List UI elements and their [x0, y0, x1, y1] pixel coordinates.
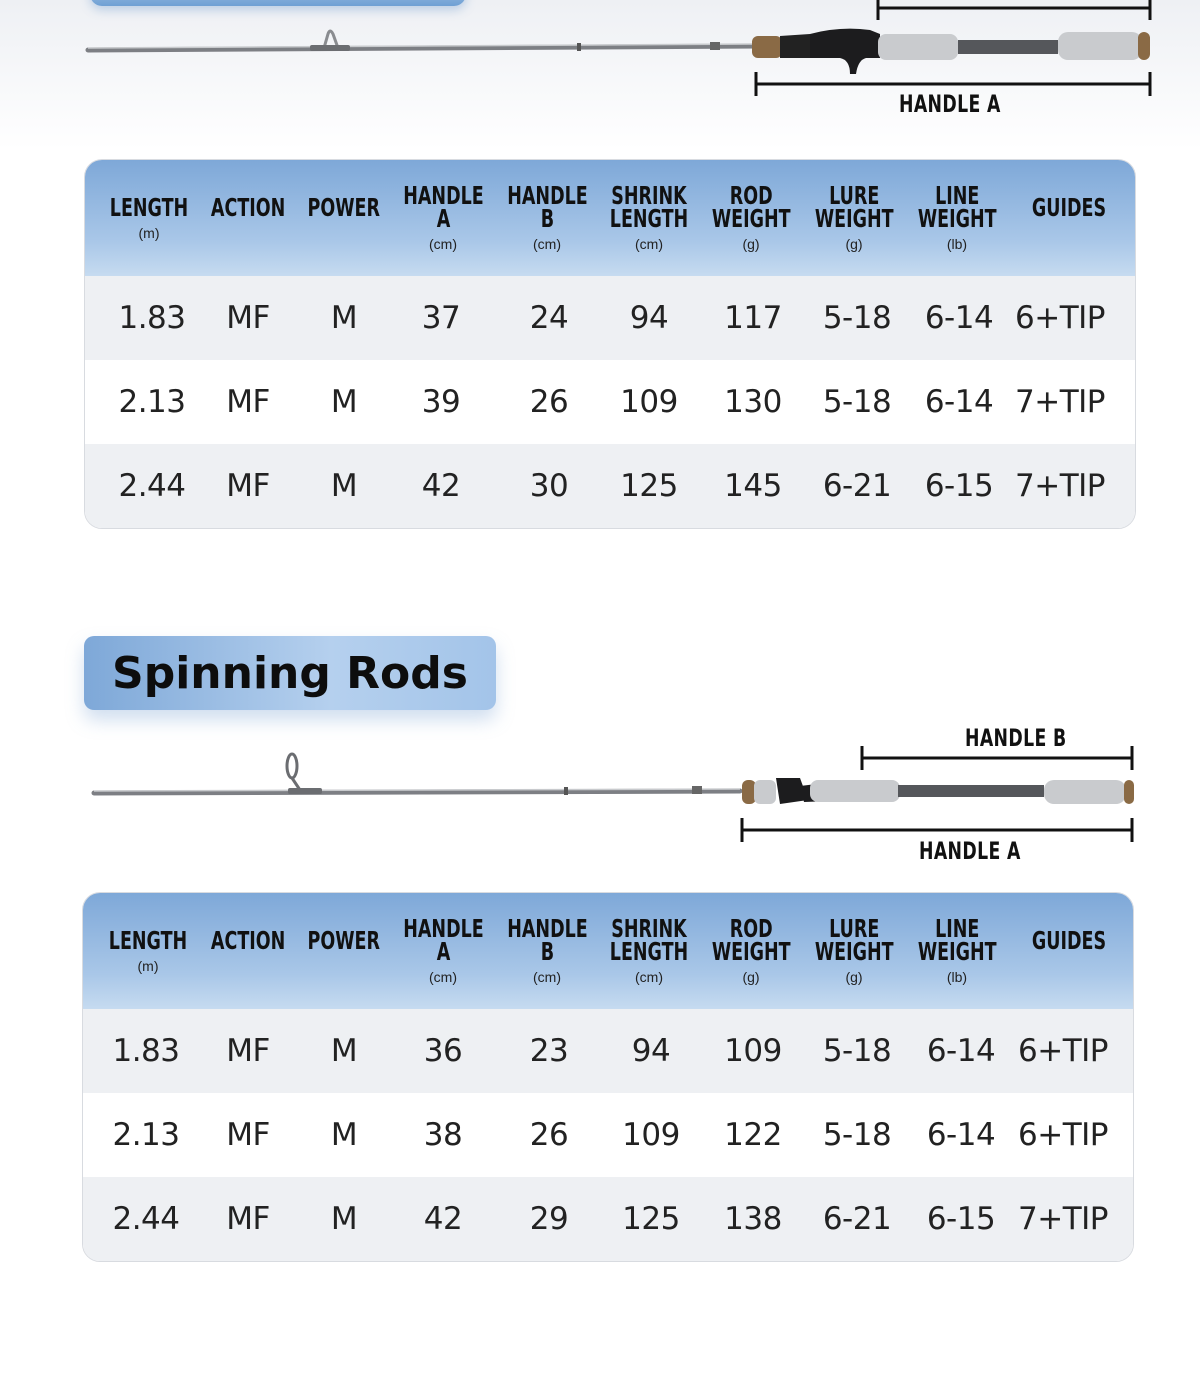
cell-handle-a: 42 — [421, 468, 461, 504]
col-handle-b: HANDLE B (cm) — [506, 181, 588, 252]
col-line-weight: LINE WEIGHT (lb) — [917, 914, 997, 985]
cell-lure-weight: 5-18 — [822, 384, 892, 420]
table-header — [83, 893, 1133, 1009]
cell-handle-b: 26 — [529, 1117, 569, 1153]
cell-guides: 6+TIP — [1015, 300, 1105, 336]
cell-shrink-length: 125 — [622, 1201, 680, 1237]
col-action: ACTION — [210, 925, 286, 955]
cell-length: 2.13 — [118, 384, 186, 420]
cell-line-weight: 6-14 — [926, 1033, 996, 1069]
cell-guides: 7+TIP — [1018, 1201, 1108, 1237]
cell-rod-weight: 138 — [724, 1201, 782, 1237]
col-guides: GUIDES — [1031, 192, 1107, 222]
cell-action: MF — [226, 300, 270, 336]
table-body — [85, 276, 1135, 528]
cell-guides: 6+TIP — [1018, 1117, 1108, 1153]
cell-line-weight: 6-15 — [924, 468, 994, 504]
cell-lure-weight: 5-18 — [822, 300, 892, 336]
col-handle-a: HANDLE A (cm) — [402, 914, 484, 985]
section-title: Spinning Rods — [112, 647, 468, 699]
cell-lure-weight: 6-21 — [822, 468, 892, 504]
col-power: POWER — [307, 192, 381, 222]
handle-b-label: HANDLE B — [965, 724, 1067, 752]
cell-handle-b: 29 — [529, 1201, 569, 1237]
col-guides: GUIDES — [1031, 925, 1107, 955]
cell-handle-b: 24 — [529, 300, 569, 336]
col-length: LENGTH (m) — [108, 925, 188, 974]
table-row — [83, 1009, 1133, 1093]
cell-rod-weight: 109 — [724, 1033, 782, 1069]
cell-handle-a: 38 — [423, 1117, 463, 1153]
cell-power: M — [330, 1117, 358, 1153]
table-header — [85, 160, 1135, 276]
cell-rod-weight: 117 — [724, 300, 782, 336]
cell-power: M — [330, 468, 358, 504]
spinning-rod-illustration — [80, 740, 1150, 850]
cell-handle-a: 37 — [421, 300, 461, 336]
cell-rod-weight: 130 — [724, 384, 782, 420]
cell-rod-weight: 145 — [724, 468, 782, 504]
cell-shrink-length: 94 — [629, 300, 669, 336]
cell-guides: 6+TIP — [1018, 1033, 1108, 1069]
cell-handle-b: 23 — [529, 1033, 569, 1069]
cell-shrink-length: 109 — [622, 1117, 680, 1153]
table-row — [83, 1093, 1133, 1177]
cell-line-weight: 6-14 — [926, 1117, 996, 1153]
cell-length: 1.83 — [118, 300, 186, 336]
cell-guides: 7+TIP — [1015, 468, 1105, 504]
table-row — [85, 444, 1135, 528]
cell-handle-a: 39 — [421, 384, 461, 420]
casting-spec-table — [84, 159, 1136, 529]
cell-power: M — [330, 1033, 358, 1069]
cell-handle-a: 42 — [423, 1201, 463, 1237]
table-row — [83, 1177, 1133, 1261]
cell-handle-b: 26 — [529, 384, 569, 420]
col-handle-a: HANDLE A (cm) — [402, 181, 484, 252]
col-length: LENGTH (m) — [109, 192, 189, 241]
cell-handle-b: 30 — [529, 468, 569, 504]
col-shrink-length: SHRINK LENGTH (cm) — [609, 914, 689, 985]
cell-action: MF — [226, 384, 270, 420]
handle-a-label: HANDLE A — [899, 90, 1001, 118]
cell-lure-weight: 5-18 — [822, 1033, 892, 1069]
cell-power: M — [330, 300, 358, 336]
cell-action: MF — [226, 1033, 270, 1069]
handle-a-label: HANDLE A — [919, 837, 1021, 865]
col-lure-weight: LURE WEIGHT (g) — [814, 914, 894, 985]
cell-lure-weight: 5-18 — [822, 1117, 892, 1153]
spinning-rods-title-badge — [84, 636, 496, 710]
table-row — [85, 276, 1135, 360]
cell-action: MF — [226, 1201, 270, 1237]
cell-power: M — [330, 1201, 358, 1237]
col-lure-weight: LURE WEIGHT (g) — [814, 181, 894, 252]
cell-guides: 7+TIP — [1015, 384, 1105, 420]
cell-length: 2.44 — [112, 1201, 180, 1237]
cell-shrink-length: 125 — [620, 468, 678, 504]
col-rod-weight: ROD WEIGHT (g) — [711, 181, 791, 252]
cell-line-weight: 6-14 — [924, 384, 994, 420]
table-body — [83, 1009, 1133, 1261]
casting-rod-illustration — [80, 0, 1170, 130]
cell-power: M — [330, 384, 358, 420]
cell-length: 1.83 — [112, 1033, 180, 1069]
table-row — [85, 360, 1135, 444]
cell-rod-weight: 122 — [724, 1117, 782, 1153]
spinning-spec-table — [82, 892, 1134, 1262]
col-shrink-length: SHRINK LENGTH (cm) — [609, 181, 689, 252]
cell-lure-weight: 6-21 — [822, 1201, 892, 1237]
col-rod-weight: ROD WEIGHT (g) — [711, 914, 791, 985]
cell-action: MF — [226, 468, 270, 504]
col-handle-b: HANDLE B (cm) — [506, 914, 588, 985]
cell-action: MF — [226, 1117, 270, 1153]
cell-handle-a: 36 — [423, 1033, 463, 1069]
col-power: POWER — [307, 925, 381, 955]
cell-length: 2.44 — [118, 468, 186, 504]
cell-shrink-length: 94 — [631, 1033, 671, 1069]
cell-length: 2.13 — [112, 1117, 180, 1153]
col-line-weight: LINE WEIGHT (lb) — [917, 181, 997, 252]
cell-shrink-length: 109 — [620, 384, 678, 420]
cell-line-weight: 6-15 — [926, 1201, 996, 1237]
col-action: ACTION — [210, 192, 286, 222]
cell-line-weight: 6-14 — [924, 300, 994, 336]
